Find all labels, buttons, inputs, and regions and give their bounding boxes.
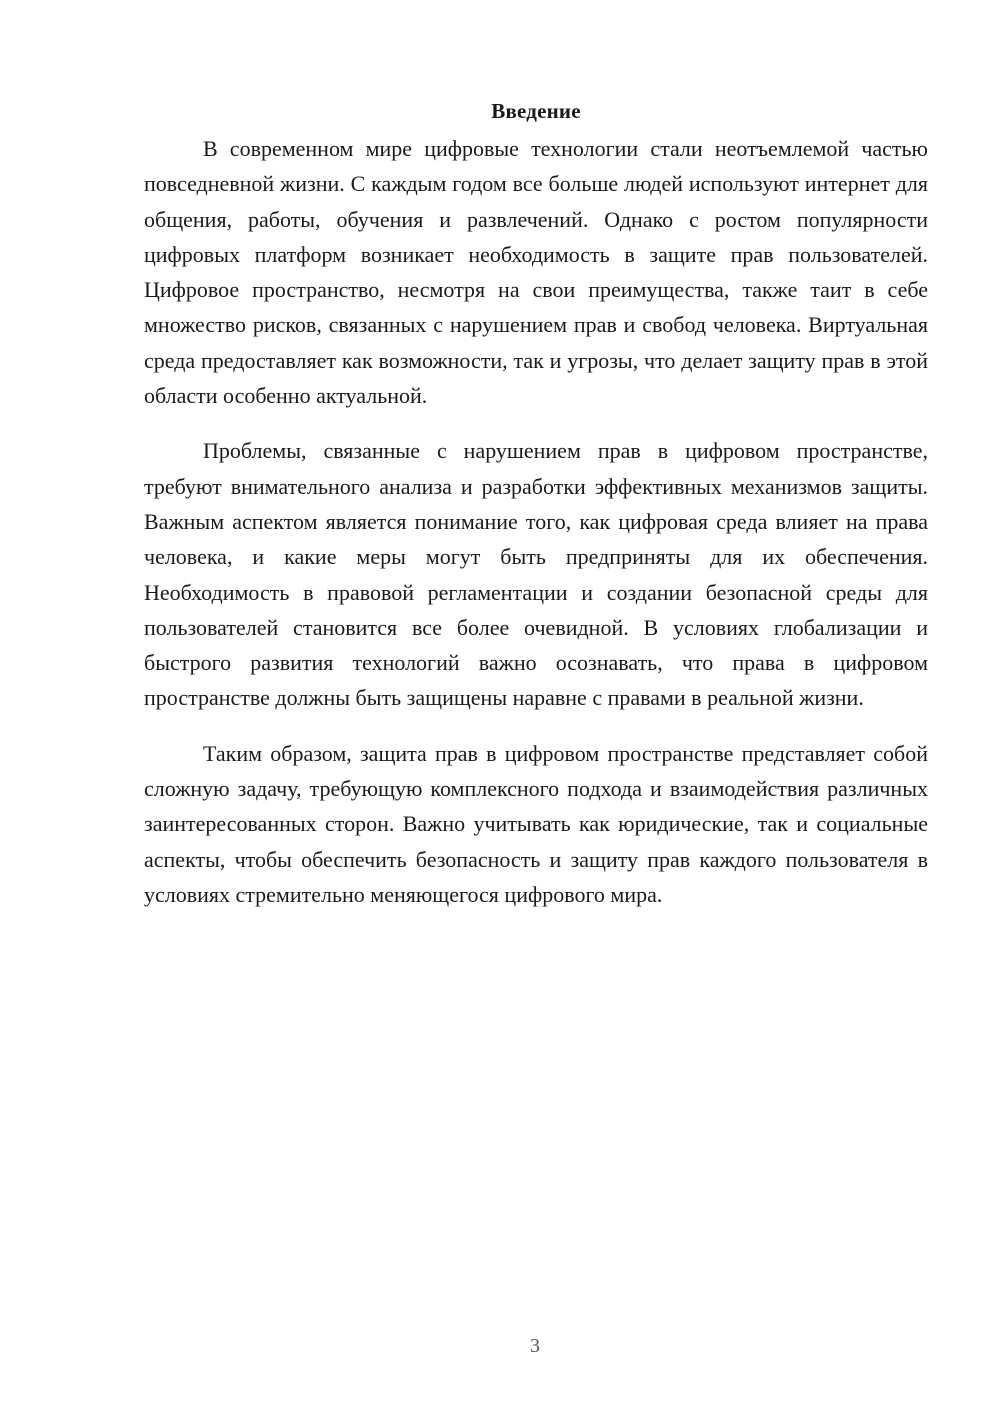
paragraph-problems: Проблемы, связанные с нарушением прав в цифровом пространстве, требуют внимательного анализа и разработки эффективных механизмов защиты. Важным аспектом является понимание того, как цифровая среда влияет на права человека, и какие меры могут быть предприняты для их обеспечения. Необходимость в правовой регламентации и создании безопасной среды для пользователей становится все более очевидной. В условиях глобализации и быстрого развития технологий важно осознавать, что права в цифровом пространстве должны быть защищены наравне с правами в реальной жизни.: [144, 438, 928, 711]
section-heading: Введение: [491, 99, 581, 123]
paragraph-intro: В современном мире цифровые технологии стали неотъемлемой частью повседневной жизни. С каждым годом все больше людей используют интернет для общения, работы, обучения и развлечений. Однако с ростом популярности цифровых платформ возникает необходимость в защите прав пользователей. Цифровое пространство, несмотря на свои преимущества, также таит в себе множество рисков, связанных с нарушением прав и свобод человека. Виртуальная среда предоставляет как возможности, так и угрозы, что делает защиту прав в этой области особенно актуальной.: [144, 136, 928, 409]
paragraph-conclusion: Таким образом, защита прав в цифровом пространстве представляет собой сложную задачу, требующую комплексного подхода и взаимодействия различных заинтересованных сторон. Важно учитывать как юридические, так и социальные аспекты, чтобы обеспечить безопасность и защиту прав каждого пользователя в условиях стремительно меняющегося цифрового мира.: [144, 740, 928, 907]
page-number: 3: [530, 1335, 540, 1357]
page-content: [144, 96, 928, 912]
